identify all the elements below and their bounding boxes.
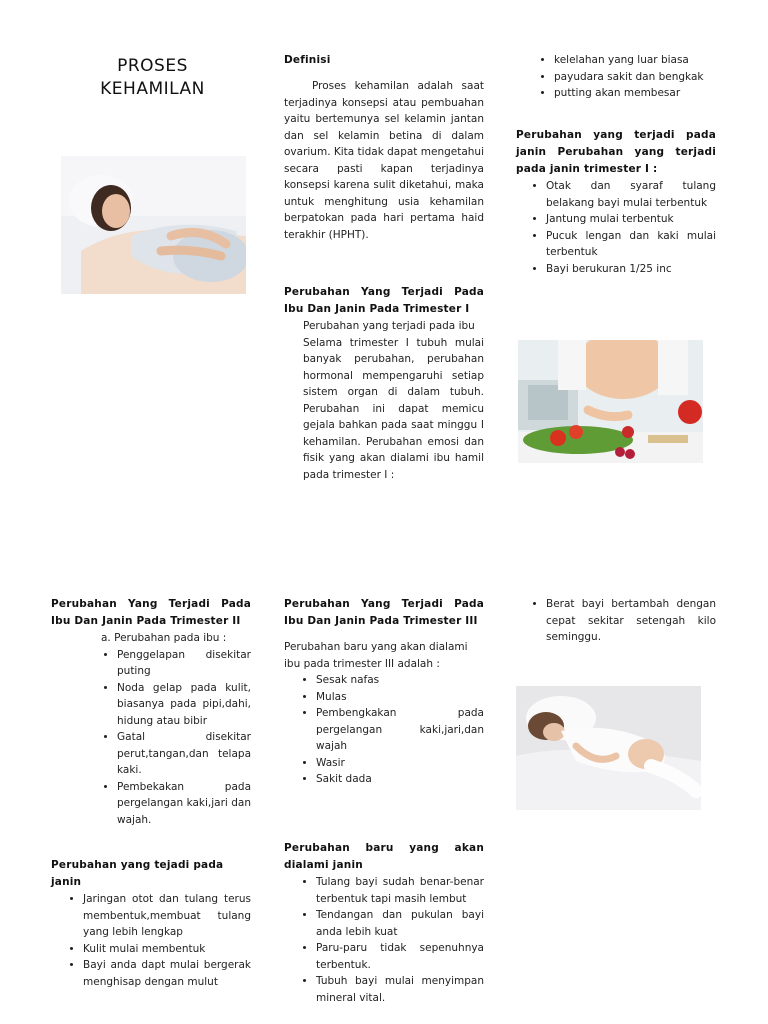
trimester2-mother-list — [51, 647, 251, 829]
list-item: • Pembekakan pada pergelangan kaki,jari dan wajah. — [117, 779, 251, 829]
trimester1-mother-list-section — [520, 52, 720, 102]
list-item: • Noda gelap pada kulit, biasanya pada pipi,dahi, hidung atau bibir — [117, 680, 251, 730]
definition-text: Proses kehamilan adalah saat terjadinya konsepsi atau pembuahan yaitu bertemunya sel kelamin jantan dan sel kelamin betina di dalam ovarium. Kita tidak dapat mengetahui secara pasti kapan terjadinya konsepsi karena sulit diketahui, maka untuk menghitung usia kehamilan berpatokan pada hari pertama haid terakhir (HPHT). — [284, 80, 485, 241]
list-item: • Tendangan dan pukulan bayi anda lebih kuat — [316, 907, 484, 940]
definition-heading: Definisi — [284, 54, 331, 66]
trimester2-fetus-section — [51, 857, 251, 990]
trimester1-mother-text: Selama trimester I tubuh mulai banyak perubahan, perubahan hormonal mempengaruhi setiap sistem organ di dalam tubuh. Perubahan ini dapat memicu gejala bahkan pada saat minggu I kehamilan. Perubahan emosi dan fisik yang akan dialami ibu hamil pada trimester I : — [303, 336, 484, 481]
list-item: • Penggelapan disekitar puting — [117, 647, 251, 680]
list-item: • Bayi berukuran 1/25 inc — [546, 261, 716, 278]
list-item: • Gatal disekitar perut,tangan,dan telapa kaki. — [117, 729, 251, 779]
title-line-2: KEHAMILAN — [100, 79, 205, 99]
trimester1-heading: Perubahan Yang Terjadi Pada Ibu Dan Janin Pada Trimester I — [284, 286, 484, 315]
list-item: • kelelahan yang luar biasa — [554, 52, 720, 69]
list-item: • Wasir — [316, 755, 484, 772]
trimester3-fetus-section — [284, 840, 484, 1006]
list-item: • Pucuk lengan dan kaki mulai terbentuk — [546, 228, 716, 261]
trimester2-heading: Perubahan Yang Terjadi Pada Ibu Dan Janin Pada Trimester II — [51, 598, 251, 627]
list-item: • Jaringan otot dan tulang terus membentuk,membuat tulang yang lebih lengkap — [83, 891, 251, 941]
list-item: • payudara sakit dan bengkak — [554, 69, 720, 86]
page-title — [60, 55, 245, 101]
pregnant-woman-cooking-photo — [518, 340, 703, 463]
list-item: • Bayi anda dapt mulai bergerak menghisap dengan mulut — [83, 957, 251, 990]
list-item: • Otak dan syaraf tulang belakang bayi mulai terbentuk — [546, 178, 716, 211]
trimester2-mother-subheading: a. Perubahan pada ibu : — [101, 632, 227, 644]
pregnant-woman-resting-photo — [516, 686, 701, 810]
trimester1-mother-subheading: Perubahan yang terjadi pada ibu — [303, 320, 475, 332]
trimester3-fetus-heading: Perubahan baru yang akan dialami janin — [284, 842, 484, 871]
list-item: • Pembengkakan pada pergelangan kaki,jari,dan wajah — [316, 705, 484, 755]
trimester3-mother-section — [284, 596, 484, 788]
list-item: • Kulit mulai membentuk — [83, 941, 251, 958]
list-item: • Berat bayi bertambah dengan cepat sekitar setengah kilo seminggu. — [546, 596, 716, 646]
trimester2-fetus-list — [51, 891, 251, 990]
trimester2-fetus-heading: Perubahan yang tejadi pada janin — [51, 859, 224, 888]
trimester3-mother-intro: Perubahan baru yang akan dialami ibu pada trimester III adalah : — [284, 641, 468, 670]
trimester1-fetus-heading: Perubahan yang terjadi pada janin Perubahan yang terjadi pada janin trimester I : — [516, 129, 716, 175]
trimester1-mother-section — [284, 284, 484, 483]
trimester1-fetus-list — [516, 178, 716, 277]
trimester1-mother-list — [520, 52, 720, 102]
list-item: • Sakit dada — [316, 771, 484, 788]
trimester3-extra-list — [516, 596, 716, 646]
list-item: • Sesak nafas — [316, 672, 484, 689]
list-item: • Jantung mulai terbentuk — [546, 211, 716, 228]
trimester3-heading: Perubahan Yang Terjadi Pada Ibu Dan Janin Pada Trimester III — [284, 598, 484, 627]
list-item: • Tubuh bayi mulai menyimpan mineral vital. — [316, 973, 484, 1006]
trimester2-mother-section — [51, 596, 251, 828]
list-item: • putting akan membesar — [554, 85, 720, 102]
trimester3-fetus-list — [284, 874, 484, 1006]
trimester1-fetus-section — [516, 127, 716, 277]
trimester1-mother-body — [284, 318, 484, 483]
list-item: • Tulang bayi sudah benar-benar terbentuk tapi masih lembut — [316, 874, 484, 907]
list-item: • Mulas — [316, 689, 484, 706]
trimester3-mother-list — [284, 672, 484, 788]
list-item: • Paru-paru tidak sepenuhnya terbentuk. — [316, 940, 484, 973]
definition-section — [284, 52, 484, 243]
pregnant-woman-lying-photo — [61, 156, 246, 294]
title-line-1: PROSES — [117, 56, 188, 76]
trimester3-extra-section — [516, 596, 716, 646]
